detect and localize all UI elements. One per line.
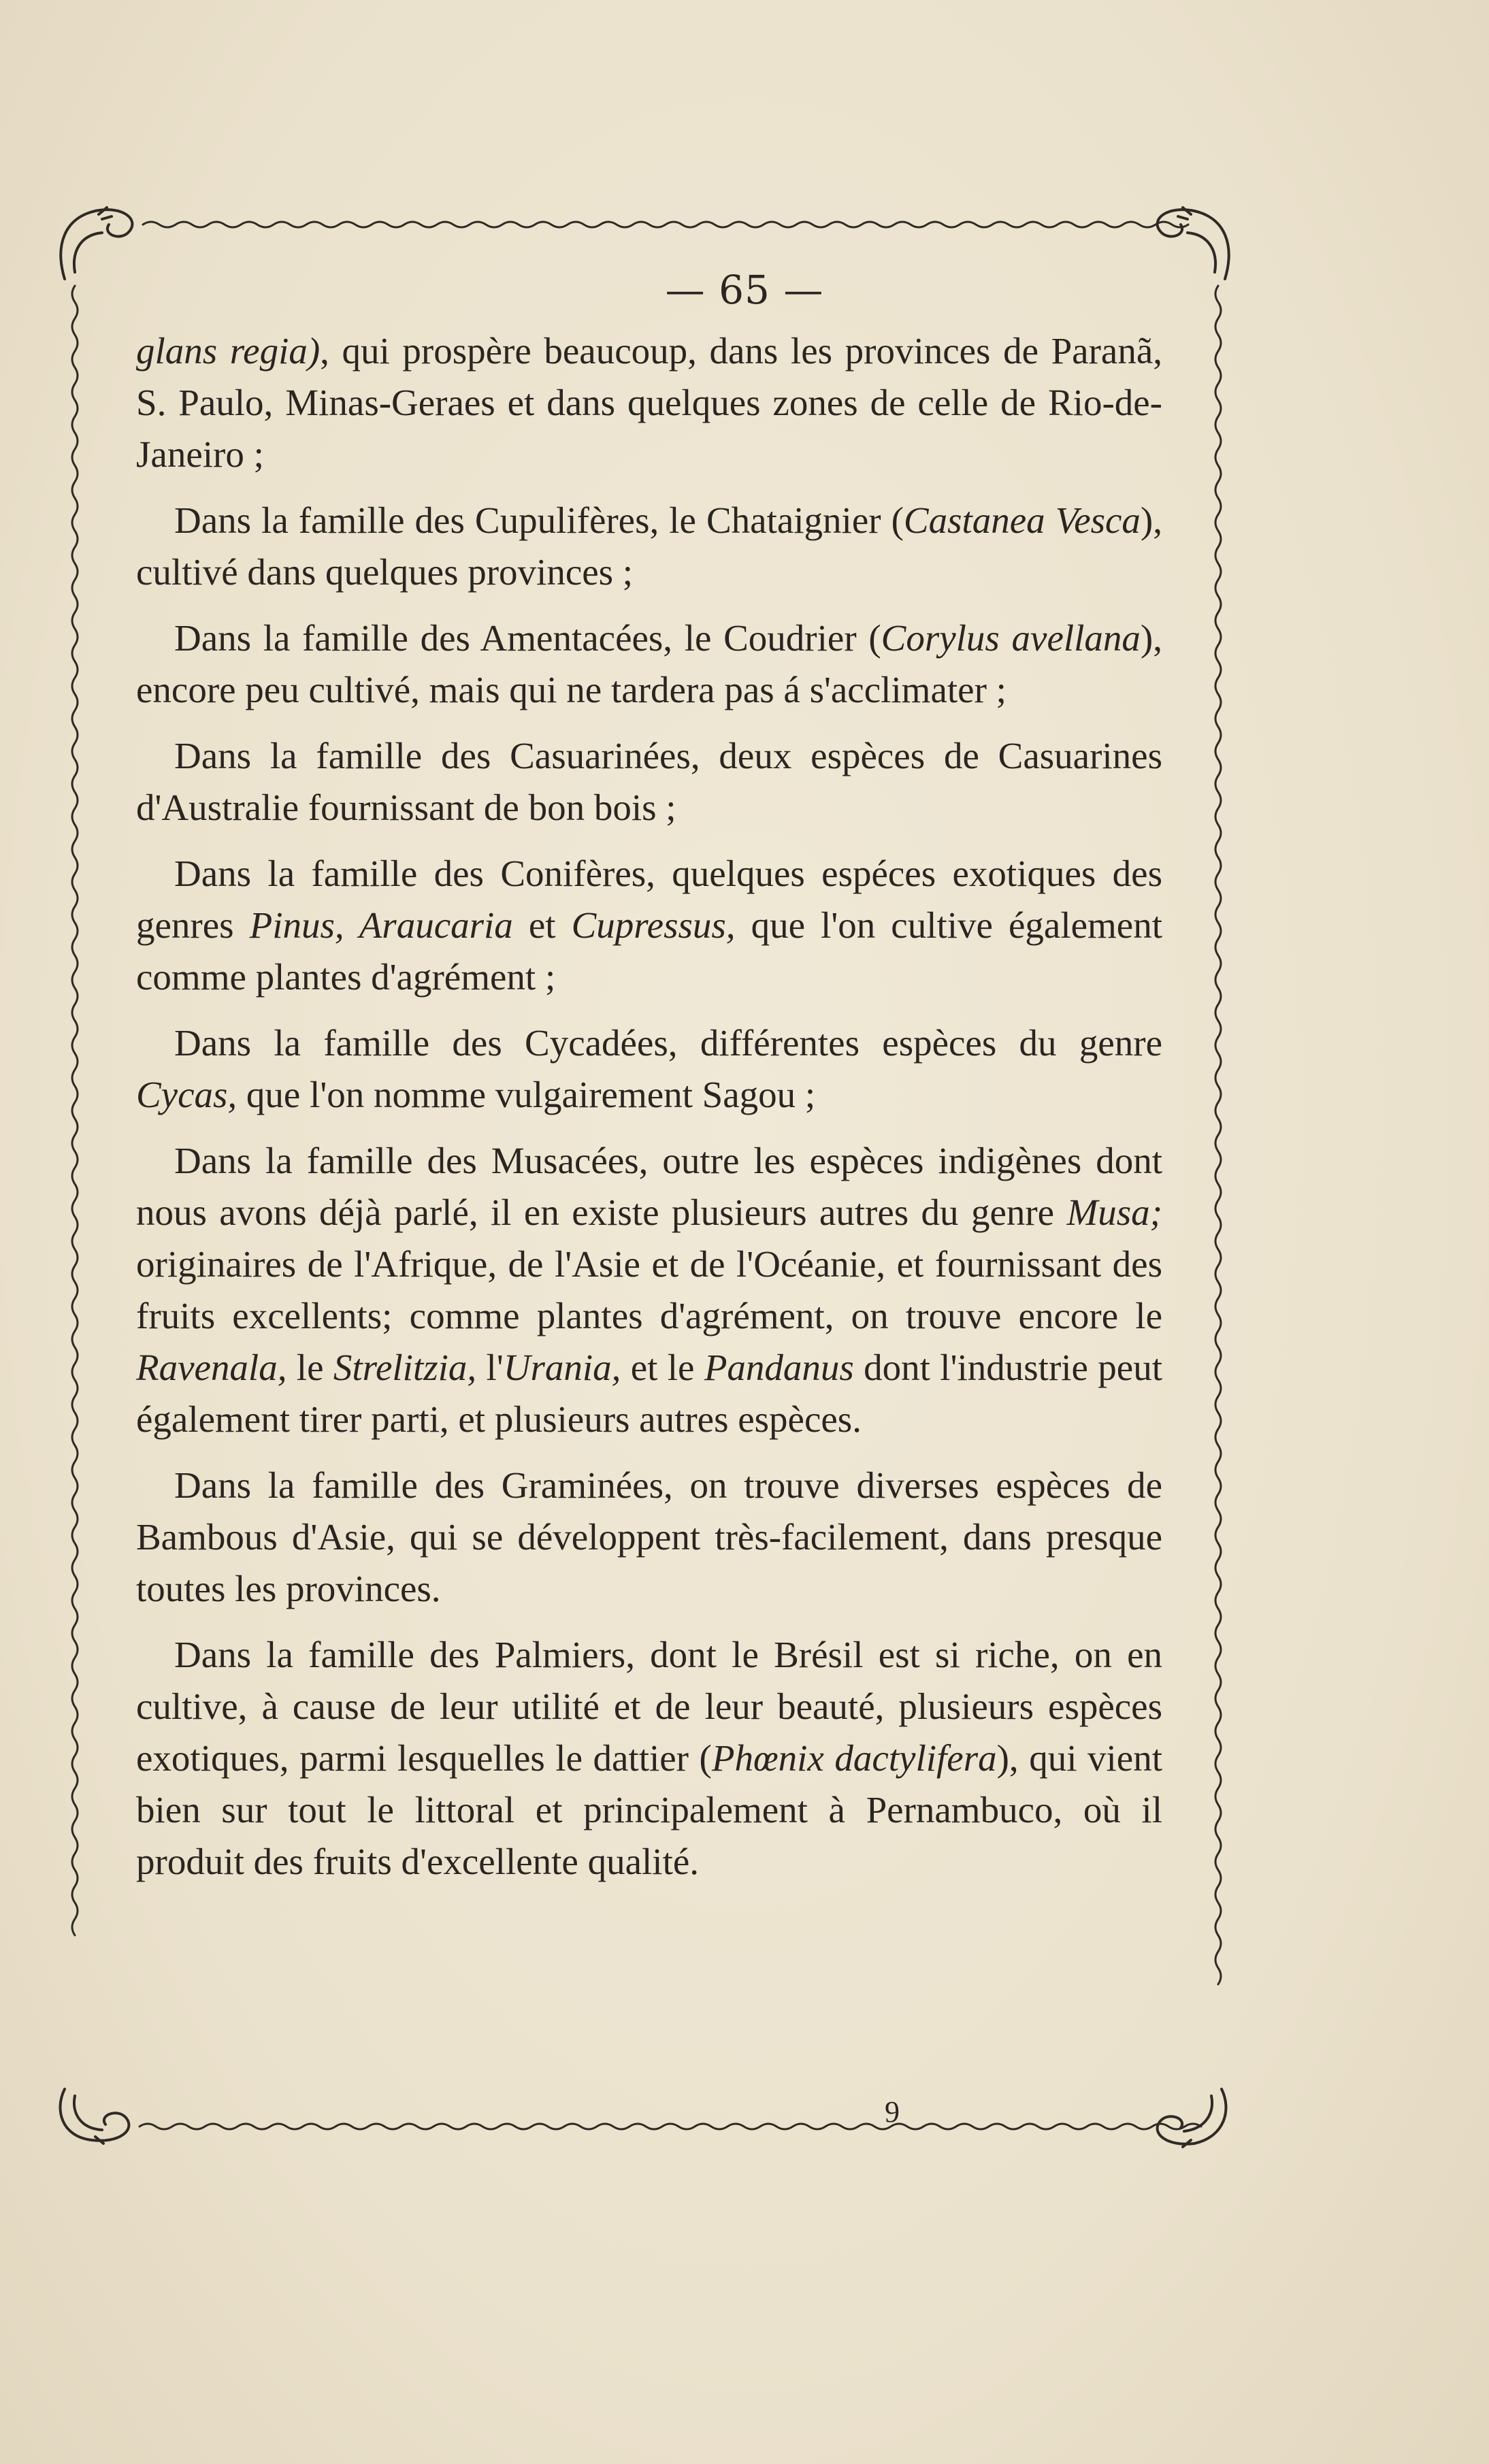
text-run: que l'on nomme vulgairement Sagou ; xyxy=(237,1074,816,1115)
corner-ornament-bottom-right xyxy=(1158,2089,1226,2147)
text-run: Dans la famille des Casuarinées, deux espèces de Casuarines d'Australie fournissant de bon bois ; xyxy=(136,735,1162,828)
italic-run: Cycas, xyxy=(136,1074,238,1115)
top-wavy-rule xyxy=(143,222,1188,227)
italic-run: Ravenala, xyxy=(136,1347,287,1388)
paragraph xyxy=(136,730,1162,834)
body-text xyxy=(136,325,1162,1902)
right-wavy-rule xyxy=(1215,286,1221,1984)
text-run: Dans la famille des Cycadées, différentes espèces du genre xyxy=(174,1022,1162,1064)
italic-run: Castanea Vesca xyxy=(903,499,1141,541)
paragraph xyxy=(136,1135,1162,1445)
page-number: — 65 — xyxy=(665,267,824,313)
text-run: Dans la famille des Palmiers, dont le Brésil est si riche, on en cultive, à cause de leur utilité et de leur beauté, plusieurs espèces exotiques, parmi lesquelles le dattier ( xyxy=(136,1634,1162,1779)
text-run: ), encore peu cultivé, mais qui ne tardera pas á s'acclimater ; xyxy=(136,617,1162,710)
text-run: ), qui vient bien sur tout le littoral et principalement à Pernambuco, où il produit des fruits d'excellente qualité. xyxy=(136,1737,1162,1882)
text-run: Dans la famille des Graminées, on trouve diverses espèces de Bambous d'Asie, qui se développent très-facilement, dans presque toutes les provinces. xyxy=(136,1464,1162,1609)
text-run: ), cultivé dans quelques provinces ; xyxy=(136,499,1162,593)
paragraph xyxy=(136,495,1162,598)
italic-run: Pinus, Araucaria xyxy=(249,904,513,946)
italic-run: Strelitzia, xyxy=(333,1347,477,1388)
left-wavy-rule xyxy=(72,286,78,1935)
text-run: l' xyxy=(476,1347,504,1388)
paragraph xyxy=(136,325,1162,480)
text-run: Dans la famille des Cupulifères, le Chataignier ( xyxy=(174,499,904,541)
text-run: , qui prospère beaucoup, dans les provinces de Paranã, S. Paulo, Minas-Geraes et dans quelques zones de celle de Rio-de-Janeiro ; xyxy=(136,330,1162,475)
paragraph xyxy=(136,848,1162,1003)
text-run: Dans la famille des Conifères, quelques espéces exotiques des genres xyxy=(136,853,1162,946)
text-run: et xyxy=(512,904,572,946)
italic-run: Musa; xyxy=(1066,1192,1162,1233)
text-run: Dans la famille des Amentacées, le Coudrier ( xyxy=(174,617,881,659)
text-run: que l'on cultive également comme plantes d'agrément ; xyxy=(136,904,1162,998)
text-run: et le xyxy=(621,1347,704,1388)
italic-run: Cupressus, xyxy=(571,904,736,946)
signature-mark: 9 xyxy=(885,2095,900,2129)
italic-run: Corylus avellana xyxy=(881,617,1141,659)
text-run: le xyxy=(287,1347,333,1388)
paragraph xyxy=(136,612,1162,716)
italic-run: Phœnix dactylifera xyxy=(711,1737,997,1779)
text-run: dont l'industrie peut également tirer parti, et plusieurs autres espèces. xyxy=(136,1347,1162,1440)
italic-run: glans regia) xyxy=(136,330,321,372)
paragraph xyxy=(136,1460,1162,1615)
text-run: originaires de l'Afrique, de l'Asie et de l'Océanie, et fournissant des fruits excellents; comme plantes d'agrément, on trouve encore le xyxy=(136,1243,1162,1336)
text-run: Dans la famille des Musacées, outre les espèces indigènes dont nous avons déjà parlé, il en existe plusieurs autres du genre xyxy=(136,1140,1162,1233)
italic-run: Pandanus xyxy=(704,1347,854,1388)
italic-run: Urania, xyxy=(503,1347,621,1388)
paragraph xyxy=(136,1629,1162,1888)
bottom-wavy-rule xyxy=(140,2124,1201,2129)
corner-ornament-bottom-left xyxy=(60,2089,129,2143)
paragraph xyxy=(136,1017,1162,1121)
